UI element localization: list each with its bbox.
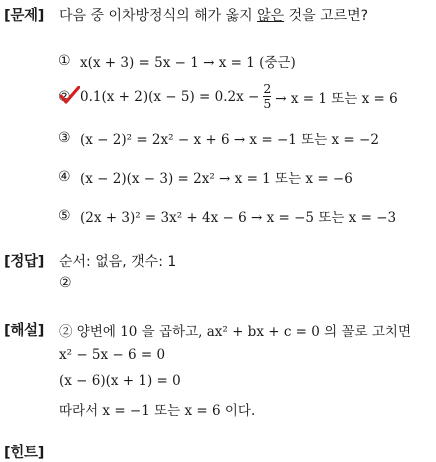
question-suffix: 것을 고르면? [284, 8, 369, 24]
checkmark-icon [60, 86, 80, 104]
option-5-expr: (2x + 3)² = 3x² + 4x − 6 → x = −5 또는 x = −3 [80, 210, 397, 226]
option-5-marker: ⑤ [58, 208, 71, 224]
answer-label: [정답] [4, 254, 45, 270]
option-4[interactable] [58, 167, 353, 187]
option-1-marker: ① [58, 53, 71, 69]
explanation-label: [해설] [4, 323, 45, 339]
explanation-line-3: (x − 6)(x + 1) = 0 [59, 373, 181, 389]
option-2[interactable] [58, 82, 398, 112]
option-2-expr-right: → x = 1 또는 x = 6 [275, 90, 398, 107]
answer-meta: 순서: 없음, 갯수: 1 [59, 254, 177, 270]
option-2-expr-left: 0.1(x + 2)(x − 5) = 0.2x − [80, 88, 260, 105]
question-underlined: 않은 [257, 8, 285, 24]
explanation-line-4: 따라서 x = −1 또는 x = 6 이다. [59, 403, 256, 419]
option-4-marker: ④ [58, 169, 71, 185]
option-5[interactable] [58, 206, 396, 226]
option-2-marker: ② [58, 88, 71, 105]
option-1-expr: x(x + 3) = 5x − 1 → x = 1 (중근) [80, 55, 296, 71]
question-text [59, 5, 368, 25]
option-3[interactable] [58, 128, 379, 148]
option-4-expr: (x − 2)(x − 3) = 2x² → x = 1 또는 x = −6 [80, 171, 353, 187]
option-2-fraction [263, 82, 271, 112]
answer-value: ② [59, 275, 72, 291]
problem-label: [문제] [4, 8, 45, 24]
option-3-expr: (x − 2)² = 2x² − x + 6 → x = −1 또는 x = −2 [80, 132, 379, 148]
explanation-line-2: x² − 5x − 6 = 0 [59, 347, 166, 363]
fraction-denominator: 5 [263, 96, 272, 112]
fraction-numerator: 2 [263, 81, 272, 96]
hint-label: [힌트] [4, 445, 45, 461]
question-prefix: 다음 중 이차방정식의 해가 옳지 [59, 8, 258, 24]
option-1[interactable] [58, 51, 296, 71]
option-3-marker: ③ [58, 130, 71, 146]
explanation-line-1: ② 양변에 10 을 곱하고, ax² + bx + c = 0 의 꼴로 고치면 [59, 324, 411, 340]
